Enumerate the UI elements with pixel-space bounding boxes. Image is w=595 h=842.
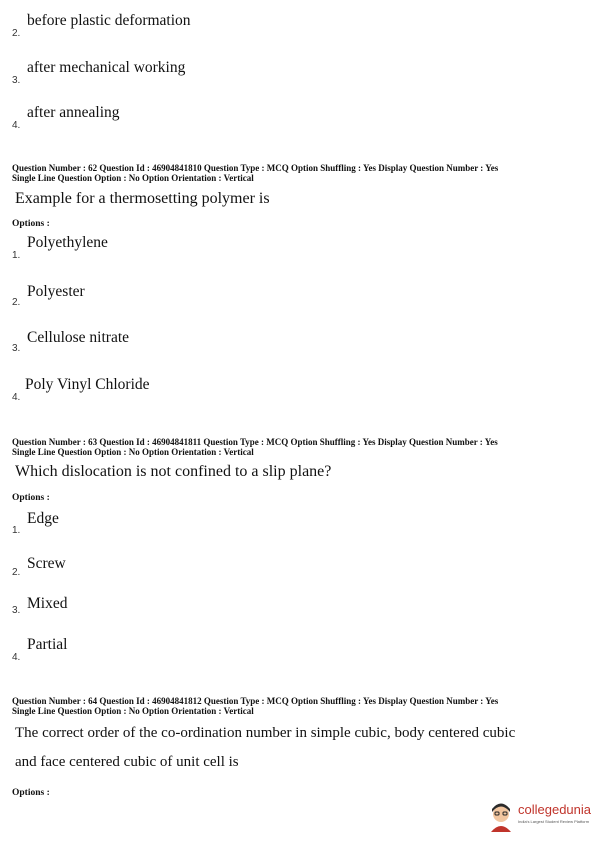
option-text: after mechanical working	[27, 59, 186, 76]
question-text-line: and face centered cubic of unit cell is	[15, 754, 239, 770]
collegedunia-logo	[488, 800, 592, 836]
question-meta-line: Single Line Question Option : No Option Orientation : Vertical	[12, 705, 254, 716]
option-number: 2.	[12, 297, 21, 308]
option-number: 2.	[12, 28, 21, 39]
logo-tagline: India's Largest Student Review Platform	[518, 819, 590, 824]
option-text: after annealing	[27, 104, 120, 121]
student-avatar-icon	[488, 802, 514, 832]
question-meta-line: Question Number : 64 Question Id : 46904841812 Question Type : MCQ Option Shuffling : Yes Display Question Number : Yes	[12, 696, 499, 706]
question-meta-line: Question Number : 62 Question Id : 46904841810 Question Type : MCQ Option Shuffling : Yes Display Question Number : Yes	[12, 163, 499, 173]
options-label: Options :	[12, 788, 50, 798]
option-number: 1.	[12, 525, 21, 536]
option-text: before plastic deformation	[27, 12, 191, 29]
question-meta	[12, 164, 498, 183]
option-text: Screw	[27, 555, 66, 572]
option-text: Partial	[27, 636, 68, 653]
question-text: Which dislocation is not confined to a slip plane?	[15, 463, 332, 480]
question-meta-line: Single Line Question Option : No Option Orientation : Vertical	[12, 172, 254, 183]
logo-name: collegedunia	[518, 802, 592, 817]
question-text-line: The correct order of the co-ordination number in simple cubic, body centered cubic	[15, 725, 516, 741]
question-meta-line: Question Number : 63 Question Id : 46904841811 Question Type : MCQ Option Shuffling : Yes Display Question Number : Yes	[12, 437, 498, 447]
question-meta	[12, 438, 498, 457]
question-meta	[12, 697, 498, 716]
option-number: 3.	[12, 75, 21, 86]
option-number: 2.	[12, 567, 21, 578]
option-text: Polyester	[27, 283, 85, 300]
option-number: 3.	[12, 343, 21, 354]
options-label: Options :	[12, 219, 50, 229]
question-text: Example for a thermosetting polymer is	[15, 190, 270, 207]
option-text: Cellulose nitrate	[27, 329, 130, 346]
option-text: Polyethylene	[27, 234, 108, 251]
option-text: Edge	[27, 510, 59, 527]
option-number: 3.	[12, 605, 21, 616]
option-number: 4.	[12, 652, 21, 663]
question-meta-line: Single Line Question Option : No Option Orientation : Vertical	[12, 446, 254, 457]
option-number: 4.	[12, 120, 21, 131]
option-text: Mixed	[27, 595, 68, 612]
options-label: Options :	[12, 493, 50, 503]
option-number: 1.	[12, 250, 21, 261]
option-text: Poly Vinyl Chloride	[25, 376, 150, 393]
option-number: 4.	[12, 392, 21, 403]
